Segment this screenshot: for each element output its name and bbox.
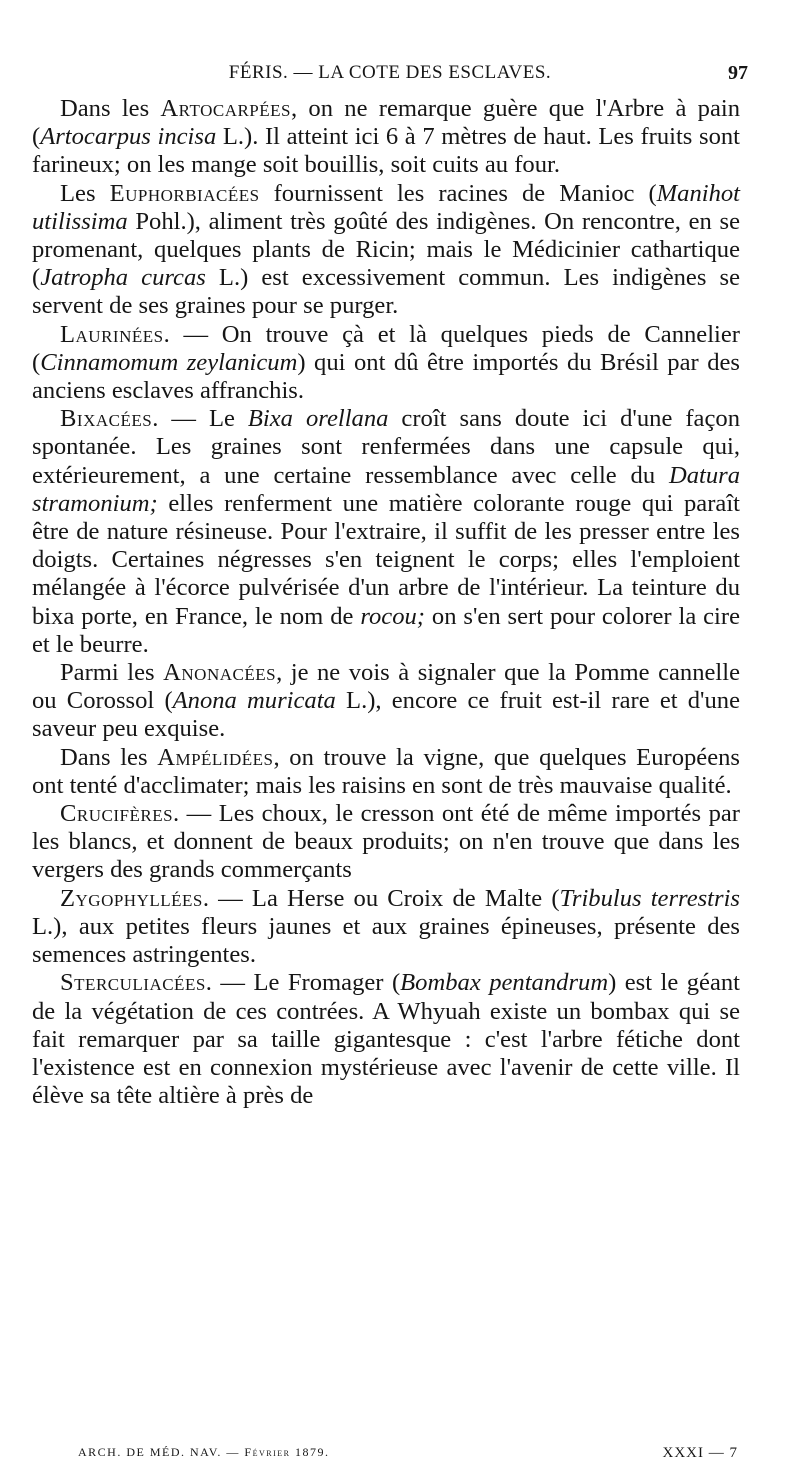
taxon-name: Bixa orellana — [247, 405, 389, 433]
text-run: fournissent les racines de Manioc ( — [259, 179, 657, 207]
family-heading: Ampélidées — [157, 743, 274, 771]
paragraph — [32, 969, 740, 1110]
taxon-name: Bombax pentandrum — [400, 969, 609, 997]
text-run: Dans les — [60, 743, 158, 771]
taxon-name: rocou; — [360, 602, 425, 630]
paragraph — [32, 321, 740, 406]
taxon-name: Jatropha curcas — [40, 264, 206, 292]
footer-signature: ARCH. DE MÉD. NAV. — Février 1879. — [78, 1445, 330, 1459]
text-run: on s'en sert pour colorer la cire et le beurre. — [32, 602, 740, 658]
text-run: ) est le géant de la végétation de ces contrées. A Whyuah existe un bombax qui se fait remarquer par sa taille gigantesque : c'est l'arbre fétiche dont l'existence est en connexion mystérieuse avec l'avenir de cette ville. Il élève sa tête altière à près de — [32, 969, 740, 1110]
running-title: FÉRIS. — LA COTE DES ESCLAVES. — [228, 62, 552, 83]
taxon-name: Anona muricata — [172, 687, 336, 715]
taxon-name: Datura stramonium; — [32, 461, 740, 517]
text-run: Pohl.), aliment très goûté des indigènes. On rencontre, en se promenant, quelques plants de Ricin; mais le Médicinier cathartique ( — [32, 207, 740, 292]
family-heading: Euphorbiacées — [109, 179, 260, 207]
family-heading: Sterculiacées — [60, 969, 206, 997]
paragraph — [32, 800, 740, 885]
text-run: croît sans doute ici d'une façon spontanée. Les graines sont renfermées dans une capsule qui, extérieurement, a une certaine ressemblance avec celle du — [32, 405, 740, 489]
paragraph — [32, 95, 740, 180]
text-run: . — On trouve çà et là quelques pieds de Cannelier ( — [32, 320, 740, 376]
page-number: 97 — [728, 62, 748, 84]
family-heading: Laurinées — [60, 320, 164, 348]
family-heading: Zygophyllées — [60, 884, 203, 912]
family-heading: Artocarpées — [160, 95, 291, 122]
family-heading: Anonacées — [163, 659, 277, 687]
paragraph — [32, 659, 740, 744]
paragraph — [32, 180, 740, 321]
text-run: Dans les — [60, 95, 161, 122]
body-text — [32, 95, 740, 1110]
paragraph — [32, 885, 740, 970]
text-run: . — Le — [152, 405, 248, 433]
footer-sheet-mark: XXXI — 7 — [662, 1445, 738, 1461]
text-run: elles renferment une matière colorante rouge qui paraît être de nature résineuse. Pour l'extraire, il suffit de les presser entre les doigts. Certaines négresses s'en teignent le corps; elles l'emploient mélangée à l'écorce pulvérisée d'un arbre de l'intérieur. La teinture du bixa porte, en France, le nom de — [32, 489, 740, 630]
family-heading: Crucifères — [60, 800, 174, 828]
text-run: . — Les choux, le cresson ont été de même importés par les blancs, et donnent de beaux produits; on n'en trouve que dans les vergers des grands commerçants — [32, 800, 740, 884]
text-run: . — Le Fromager ( — [205, 969, 401, 997]
text-run: L.), encore ce fruit est-il rare et d'une saveur peu exquise. — [32, 687, 740, 743]
taxon-name: Artocarpus incisa — [40, 123, 217, 151]
text-run: ) qui ont dû être importés du Brésil par des anciens esclaves affranchis. — [32, 348, 740, 405]
taxon-name: Tribulus terrestris — [559, 884, 740, 912]
text-run: Parmi les — [60, 659, 164, 687]
text-run: L.) est excessivement commun. Les indigènes se servent de ses graines pour se purger. — [32, 264, 740, 320]
paragraph — [32, 744, 740, 800]
taxon-name: Cinnamomum zeylanicum — [40, 348, 298, 376]
text-run: L.). Il atteint ici 6 à 7 mètres de haut. Les fruits sont farineux; on les mange soit bouillis, soit cuits au four. — [32, 123, 740, 179]
text-run: . — La Herse ou Croix de Malte ( — [202, 884, 560, 912]
text-run: , on trouve la vigne, que quelques Européens ont tenté d'acclimater; mais les raisins en sont de très mauvaise qualité. — [32, 743, 740, 799]
paragraph — [32, 405, 740, 659]
text-run: L.), aux petites fleurs jaunes et aux graines épineuses, présente des semences astringentes. — [32, 912, 740, 969]
text-run: , je ne vois à signaler que la Pomme cannelle ou Corossol ( — [32, 659, 740, 715]
taxon-name: Manihot utilissima — [32, 179, 740, 235]
text-run: , on ne remarque guère que l'Arbre à pain ( — [32, 95, 740, 151]
family-heading: Bixacées — [60, 405, 153, 433]
text-run: Les — [60, 179, 110, 207]
running-head — [32, 58, 748, 88]
page-footer — [78, 1445, 738, 1465]
